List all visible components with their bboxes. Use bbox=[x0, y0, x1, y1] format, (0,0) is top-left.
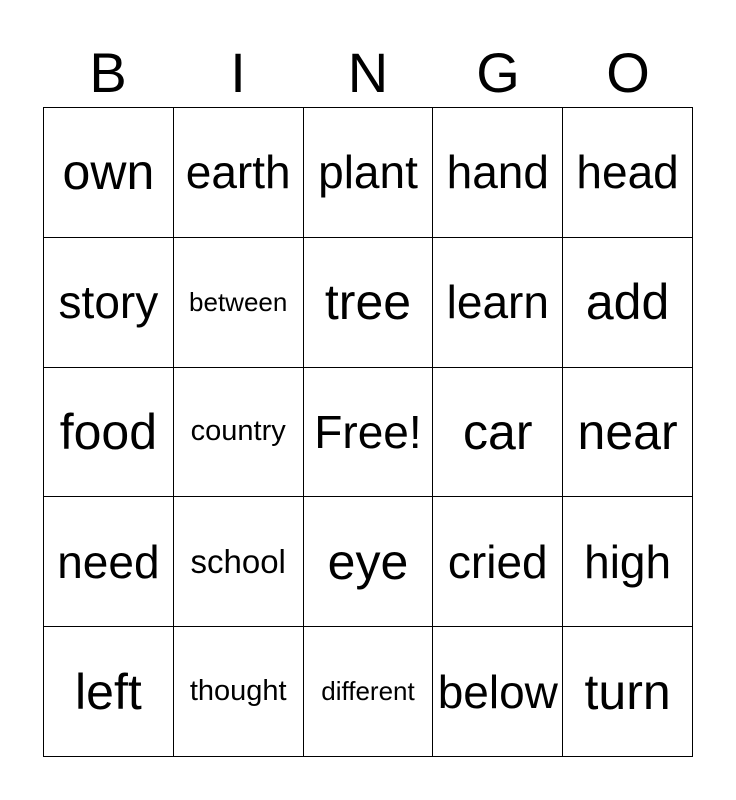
bingo-cell-r3c5: near bbox=[563, 368, 693, 498]
bingo-header bbox=[43, 40, 693, 106]
header-letter-i: I bbox=[230, 41, 246, 104]
bingo-cell-r4c3: eye bbox=[304, 497, 434, 627]
bingo-cell-r5c4: below bbox=[433, 627, 563, 757]
header-letter-n: N bbox=[347, 41, 389, 104]
bingo-cell-r5c2: thought bbox=[174, 627, 304, 757]
header-letter-b: B bbox=[89, 41, 127, 104]
bingo-cell-r3c4: car bbox=[433, 368, 563, 498]
bingo-cell-r2c4: learn bbox=[433, 238, 563, 368]
bingo-cell-r4c1: need bbox=[44, 497, 174, 627]
bingo-board bbox=[43, 107, 693, 757]
bingo-cell-r4c4: cried bbox=[433, 497, 563, 627]
bingo-cell-r2c3: tree bbox=[304, 238, 434, 368]
bingo-cell-r2c5: add bbox=[563, 238, 693, 368]
bingo-cell-r1c3: plant bbox=[304, 108, 434, 238]
bingo-cell-r3c2: country bbox=[174, 368, 304, 498]
bingo-cell-r2c2: between bbox=[174, 238, 304, 368]
bingo-cell-r1c5: head bbox=[563, 108, 693, 238]
bingo-cell-r4c2: school bbox=[174, 497, 304, 627]
bingo-cell-r4c5: high bbox=[563, 497, 693, 627]
bingo-cell-r3c1: food bbox=[44, 368, 174, 498]
bingo-cell-r1c1: own bbox=[44, 108, 174, 238]
bingo-cell-r5c5: turn bbox=[563, 627, 693, 757]
bingo-cell-r1c2: earth bbox=[174, 108, 304, 238]
bingo-cell-r3c3: Free! bbox=[304, 368, 434, 498]
bingo-cell-r1c4: hand bbox=[433, 108, 563, 238]
header-letter-g: G bbox=[476, 41, 520, 104]
bingo-cell-r5c3: different bbox=[304, 627, 434, 757]
bingo-cell-r2c1: story bbox=[44, 238, 174, 368]
header-letter-o: O bbox=[606, 41, 650, 104]
bingo-cell-r5c1: left bbox=[44, 627, 174, 757]
